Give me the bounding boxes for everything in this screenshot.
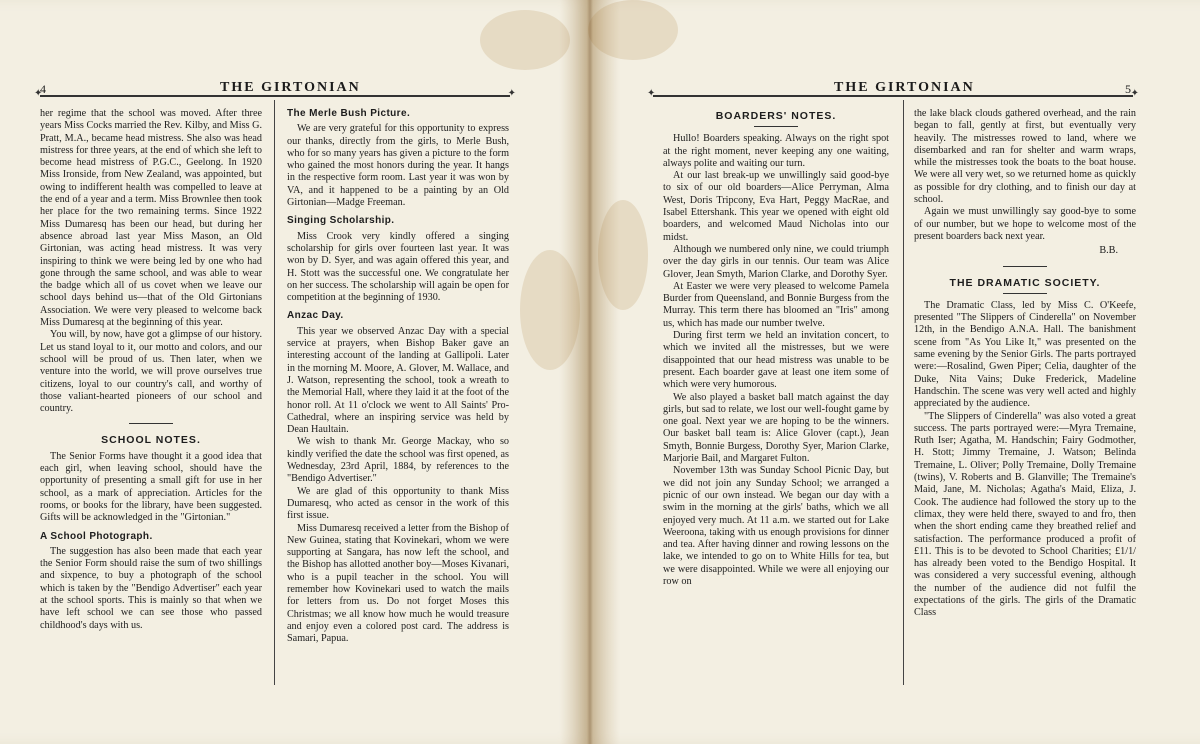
boarders-paragraph: We also played a basket ball match against the day girls, but sad to relate, we lost our well-fought game by one goal. Next year we are hoping to be the winners. Our basket ball team is: Alice Glover (capt.), Jean Smyth, Bonnie Burgess, Dorothy Syer, Marion Clarke, Marjorie Bail, and Margaret Fulton. — [663, 391, 889, 465]
running-header: THE GIRTONIAN — [220, 80, 361, 95]
merle-bush-paragraph: We are very grateful for this opportunity to express our thanks, directly from the girls, to Merle Bush, who for so many years has given a picture to the form who gained the most honors during the year. It hangs in the respective form room. Last year it was won by VA, and it happened to be a painting by an Old Girtonian—Madge Freeman. — [287, 123, 509, 209]
page-number: 5 — [1125, 82, 1131, 96]
section-separator — [1003, 293, 1047, 294]
subheading-singing-scholarship: Singing Scholarship. — [287, 215, 395, 227]
subheading-merle-bush: The Merle Bush Picture. — [287, 108, 411, 119]
anzac-day-paragraph: This year we observed Anzac Day with a special service at prayers, when Bishop Baker gave an interesting account of the landing at Gallipoli. Later in the morning M. Moore, A. Glover, M. Wallace, and J. Watson, representing the school, took a wreath to the Memorial Hall, where they laid it at the foot of the honor roll. At 11 o'clock we went to All Saints' Pro-Cathedral, where an inspiring service was held by Dean Haultain. — [287, 325, 509, 436]
boarders-paragraph: November 13th was Sunday School Picnic Day, but we did not join any Sunday School; we arranged a picnic of our own instead. We began our day with a swim in the morning at the girls' baths, which we all enjoyed very much. At 11 a.m. we started out for Lake Weeroona, taking with us enough provisions for dinner and tea. After having dinner and rowing lessons on the lake, we intended to go on to White Hills for tea, but we were disappointed. While we were all enjoying our row on — [663, 465, 889, 587]
column-divider — [903, 100, 904, 685]
section-separator — [1003, 266, 1047, 267]
header-rule — [653, 95, 1133, 97]
left-column-2 — [287, 108, 509, 645]
subheading-school-photograph: A School Photograph. — [40, 530, 153, 542]
book-gutter — [560, 0, 620, 744]
school-notes-paragraph: The Senior Forms have thought it a good idea that each girl, when leaving school, should have the opportunity of presenting a small gift for use in her school, as a mark of appreciation. Articles for the rooms, or books for the library, have been suggested. Gifts will be acknowledged in the "Girtonian." — [40, 450, 262, 524]
history-paragraph: You will, by now, have got a glimpse of our history. Let us stand loyal to it, our motto and colors, and our school will be proud of us. Then later, when we venture into the world, we will prove ourselves true citizens, loyal to our country's call, and worthy of those valiant-hearted pioneers of our school and country. — [40, 329, 262, 415]
history-paragraph: her regime that the school was moved. After three years Miss Cocks married the Rev. Kilby, and Miss G. Pratt, M.A., became head mistress. She also was head mistress for three years, at the end of which she left to become head mistress of P.G.C., Geelong. In 1920 Miss Ironside, from New Zealand, was appointed, but owing to indifferent health was compelled to leave at the end of a year and a term. Miss Brownlee then took her place for the two remaining terms. Since 1922 Miss Dumaresq has been our head, but during her absence abroad last year Miss Mason, an Old Girtonian, was acting head mistress. It was very inspiring to think we were being led by one who had gone through the same school, and was able to wear the badge which all of us covet when we leave our school days behind us—that of the Old Girtonians Association. We were very pleased to welcome back Miss Dumaresq at the beginning of this year. — [40, 108, 262, 329]
column-divider — [274, 100, 275, 685]
mackay-paragraph: We wish to thank Mr. George Mackay, who so kindly verified the date the school was first opened, as Wednesday, 23rd April, 1884, by references to the "Bendigo Advertiser." — [287, 436, 509, 485]
boarders-paragraph: During first term we held an invitation concert, to which we invited all the mistresses, but we were disappointed that our head mistress was unable to be present. Each boarder gave at least one item some of which were very humorous. — [663, 330, 889, 391]
section-heading-school-notes: SCHOOL NOTES. — [101, 434, 201, 447]
author-signature: B.B. — [1099, 245, 1118, 257]
boarders-paragraph: Although we numbered only nine, we could triumph over the day girls in our tennis. Our team was Alice Glover, Jean Smyth, Marion Clarke, and Dorothy Syer. — [663, 243, 889, 280]
header-rule — [40, 95, 510, 97]
dramatic-paragraph: "The Slippers of Cinderella" was also voted a great success. The parts portrayed were:—Myra Tremaine, Ruth Iser; Agatha, M. Handschin; Fairy Godmother, H. Stott; Jimmy Tremaine, J. Watson; Belinda Tremaine, L. Oliver; Polly Tremaine, Dolly Tremaine (twins), V. Roberts and B. Glanville; The Tremaine's Maid, Jane, M. Nicholas; Agatha's Maid, Eliza, J. Cook. The audience had followed the story up to the climax, they were held there, swayed to and fro, then when the short ending came they breathed relief and satisfaction. The performance produced a profit of £11. This is to be devoted to School Charities; £1/1/ has already been voted to the Bendigo Hospital. It was considered a very successful evening, although the number of the audience did not fulfil the expectations of the girls. The girls of the Dramatic Class — [914, 410, 1136, 619]
section-separator — [754, 126, 798, 127]
boarders-paragraph: Hullo! Boarders speaking. Always on the right spot at the right moment, never keeping any one waiting, always polite and waiting our turn. — [663, 133, 889, 169]
running-header: THE GIRTONIAN — [834, 80, 975, 95]
page-number: 4 — [40, 82, 46, 96]
section-heading-boarders-notes: BOARDERS' NOTES. — [715, 110, 837, 122]
section-heading-dramatic-society: THE DRAMATIC SOCIETY. — [949, 276, 1101, 289]
right-page — [588, 0, 1200, 744]
school-photograph-paragraph: The suggestion has also been made that each year the Senior Form should raise the sum of two shillings and sixpence, to buy a photograph of the school which is taken by the "Bendigo Advertiser" each year at the school sports. This is mainly so that when we have left school we can see those who passed childhood's days with us. — [40, 545, 262, 631]
section-separator — [129, 423, 173, 424]
boarders-paragraph: At our last break-up we unwillingly said good-bye to six of our old boarders—Alice Perryman, Alma West, Doris Tripcony, Eva Hart, Peggy MacRae, and Isabel Ettershank. This year we opened with eight old boarders, and welcomed Maud Nicholas into our midst. — [663, 170, 889, 243]
censor-paragraph: We are glad of this opportunity to thank Miss Dumaresq, who acted as censor in the work of this first issue. — [287, 485, 509, 522]
boarders-paragraph: Again we must unwillingly say good-bye to some of our number, but we hope to welcome most of the present boarders back next year. — [914, 206, 1136, 242]
left-page — [0, 0, 588, 744]
moses-paragraph: Miss Dumaresq received a letter from the Bishop of New Guinea, stating that Kovinekari, whom we were supporting at Sangara, has now left the school, and the Bishop has allotted another boy—Moses Kivanari, who is a pupil teacher in the school. You will remember how Kovinekari used to watch the mails for letters from us. Do not forget Moses this Christmas; we all know how much he would treasure and enjoy even a colored post card. The address is Samari, Papua. — [287, 522, 509, 645]
right-column-2 — [914, 108, 1136, 620]
dramatic-paragraph: The Dramatic Class, led by Miss C. O'Keefe, presented "The Slippers of Cinderella" on November 12th, in the Bendigo A.N.A. Hall. The banishment scene from "As You Like It," was presented on the same evening by the Senior Girls. The parts portrayed were:—Rosalind, Gwen Piper; Celia, daughter of the Duke, Nita Vains; Duke Frederick, Madeline Handschin. The scene was very well acted and highly appreciated by the audience. — [914, 299, 1136, 410]
paper-stain — [480, 10, 570, 70]
boarders-paragraph: the lake black clouds gathered overhead, and the rain began to fall, gently at first, but eventually very heavily. The mistresses rowed to land, where we disembarked and ran for shelter and warm wraps, while the mistresses took the boats to the boat house. We were all very wet, so we returned home as quickly as possible for dry clothing, and to finish our day at school. — [914, 108, 1136, 206]
left-column-1 — [40, 108, 262, 632]
right-column-1 — [663, 108, 889, 588]
boarders-paragraph: At Easter we were very pleased to welcome Pamela Burder from Queensland, and Bonnie Burgess from the Murray. This term there has bloomed an "Iris" among us, which has made our number twelve. — [663, 280, 889, 329]
singing-scholarship-paragraph: Miss Crook very kindly offered a singing scholarship for girls over fourteen last year. It was won by D. Syer, and was again offered this year, and H. Stott was the successful one. We congratulate her on her success. The scholarship will again be open for competition at the beginning of 1930. — [287, 230, 509, 304]
subheading-anzac-day: Anzac Day. — [287, 310, 344, 322]
